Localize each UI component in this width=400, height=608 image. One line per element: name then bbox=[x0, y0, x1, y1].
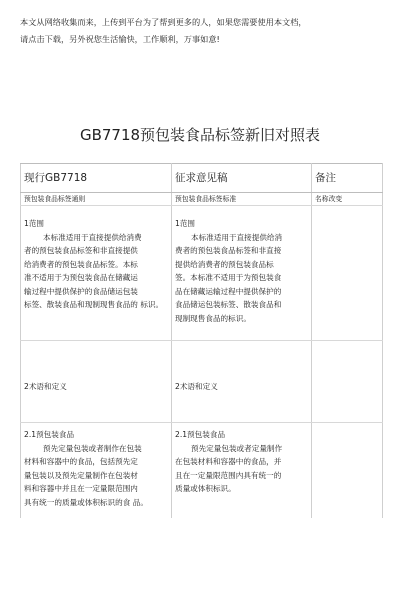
notice-line-2: 请点击下载，另外祝您生活愉快，工作顺利，万事如意! bbox=[20, 34, 220, 44]
section-heading: 2.1预包装食品 bbox=[24, 430, 75, 439]
table-header-row bbox=[21, 164, 383, 193]
note-cell bbox=[312, 206, 383, 341]
download-notice bbox=[20, 14, 390, 48]
table-row bbox=[21, 423, 383, 519]
table-row bbox=[21, 341, 383, 423]
section-text: 预先定量包装或者制作在包装 材料和容器中的食品，包括预先定 量包装以及预先定量制作在包装材 料和容器中并且在一定量限范围内 具有统一的质量或体积标识的食 品。 bbox=[24, 443, 148, 507]
notice-line-1: 本文从网络收集而来，上传到平台为了帮到更多的人，如果您需要使用本文档， bbox=[20, 17, 307, 27]
header-draft: 征求意见稿 bbox=[172, 164, 312, 193]
comparison-table bbox=[20, 163, 383, 518]
section-heading: 1范围 bbox=[175, 219, 196, 228]
subheader-current: 预包装食品标签通则 bbox=[21, 193, 172, 206]
section-text: 本标准适用于直接提供给消 费者的预包装食品标签和非直接 提供给消费者的预包装食品标 签。本标准不适用于为预包装食 品在储藏运输过程中提供保护的 食品储运包装标签、散装食品和 现制现售食品的标识。 bbox=[175, 232, 283, 323]
section-heading: 2术语和定义 bbox=[175, 382, 218, 391]
table-row bbox=[21, 206, 383, 341]
current-cell bbox=[21, 341, 172, 423]
document-title: GB7718预包装食品标签新旧对照表 bbox=[79, 126, 321, 144]
table-subheader-row bbox=[21, 193, 383, 206]
section-text: 预先定量包装或者定量制作 在包装材料和容器中的食品，并 且在一定量限范围内具有统一的 质量或体积标识。 bbox=[175, 443, 283, 493]
header-note: 备注 bbox=[312, 164, 383, 193]
current-cell bbox=[21, 423, 172, 519]
current-cell bbox=[21, 206, 172, 341]
draft-cell bbox=[172, 206, 312, 341]
draft-cell bbox=[172, 341, 312, 423]
subheader-note: 名称改变 bbox=[312, 193, 383, 206]
subheader-draft: 预包装食品标签标准 bbox=[172, 193, 312, 206]
note-cell bbox=[312, 423, 383, 519]
section-heading: 1范围 bbox=[24, 219, 45, 228]
section-heading: 2.1预包装食品 bbox=[175, 430, 226, 439]
note-cell bbox=[312, 341, 383, 423]
section-heading: 2术语和定义 bbox=[24, 382, 67, 391]
header-current: 现行GB7718 bbox=[21, 164, 172, 193]
section-text: 本标准适用于直接提供给消费 者的预包装食品标签和非直接提供 给消费者的预包装食品标签。本标 准不适用于为预包装食品在储藏运 输过程中提供保护的食品储运包装 标签、散装食品和现制现售食品的 标识。 bbox=[24, 232, 164, 309]
draft-cell bbox=[172, 423, 312, 519]
